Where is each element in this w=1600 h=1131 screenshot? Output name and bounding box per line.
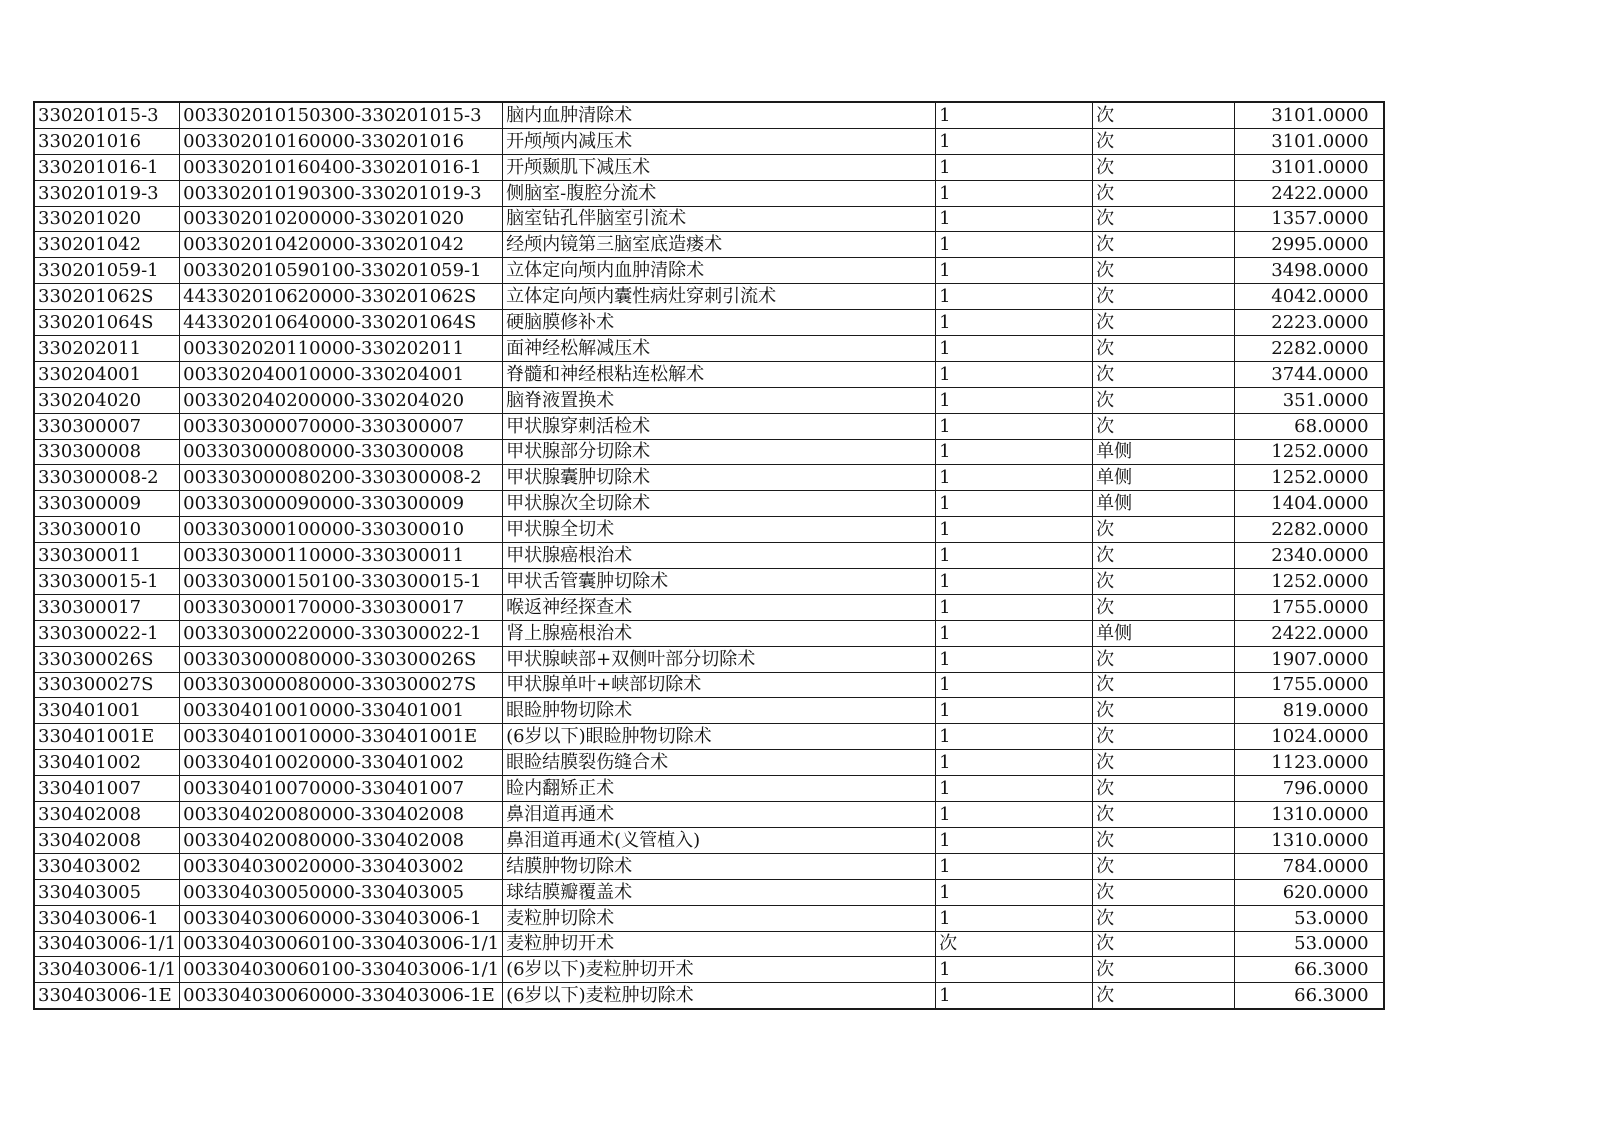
price-cell: 2282.0000 xyxy=(1235,336,1384,362)
unit-cell: 次 xyxy=(1093,776,1235,802)
item-code-cell: 330201020 xyxy=(34,206,180,232)
item-code-cell: 330201062S xyxy=(34,284,180,310)
item-name-cell: 甲状腺穿刺活检术 xyxy=(503,413,936,439)
price-cell: 2422.0000 xyxy=(1235,620,1384,646)
item-name-cell: 立体定向颅内囊性病灶穿刺引流术 xyxy=(503,284,936,310)
quantity-cell: 1 xyxy=(936,413,1093,439)
table-row xyxy=(34,905,1384,931)
price-cell: 66.3000 xyxy=(1235,957,1384,983)
item-code-cell: 330202011 xyxy=(34,336,180,362)
quantity-cell: 1 xyxy=(936,724,1093,750)
unit-cell: 次 xyxy=(1093,387,1235,413)
price-cell: 1024.0000 xyxy=(1235,724,1384,750)
item-name-cell: 甲状腺癌根治术 xyxy=(503,543,936,569)
price-cell: 1252.0000 xyxy=(1235,465,1384,491)
full-code-cell: 003303000080000-330300026S xyxy=(180,646,503,672)
unit-cell: 次 xyxy=(1093,594,1235,620)
unit-cell: 次 xyxy=(1093,853,1235,879)
item-code-cell: 330403006-1 xyxy=(34,905,180,931)
full-code-cell: 003302010160400-330201016-1 xyxy=(180,154,503,180)
item-code-cell: 330402008 xyxy=(34,802,180,828)
item-code-cell: 330300007 xyxy=(34,413,180,439)
full-code-cell: 003304030060100-330403006-1/1 xyxy=(180,957,503,983)
item-code-cell: 330300027S xyxy=(34,672,180,698)
quantity-cell: 1 xyxy=(936,853,1093,879)
table-row xyxy=(34,491,1384,517)
price-cell: 3101.0000 xyxy=(1235,102,1384,128)
unit-cell: 次 xyxy=(1093,361,1235,387)
table-row xyxy=(34,128,1384,154)
full-code-cell: 003303000080000-330300008 xyxy=(180,439,503,465)
price-cell: 3101.0000 xyxy=(1235,128,1384,154)
price-cell: 1755.0000 xyxy=(1235,672,1384,698)
table-row xyxy=(34,827,1384,853)
unit-cell: 次 xyxy=(1093,750,1235,776)
item-name-cell: 鼻泪道再通术(义管植入) xyxy=(503,827,936,853)
item-name-cell: 脑脊液置换术 xyxy=(503,387,936,413)
quantity-cell: 1 xyxy=(936,387,1093,413)
unit-cell: 次 xyxy=(1093,128,1235,154)
table-body xyxy=(34,102,1384,1009)
quantity-cell: 1 xyxy=(936,128,1093,154)
unit-cell: 次 xyxy=(1093,336,1235,362)
item-name-cell: 鼻泪道再通术 xyxy=(503,802,936,828)
item-name-cell: 眼睑结膜裂伤缝合术 xyxy=(503,750,936,776)
item-name-cell: 侧脑室-腹腔分流术 xyxy=(503,180,936,206)
quantity-cell: 1 xyxy=(936,336,1093,362)
quantity-cell: 1 xyxy=(936,465,1093,491)
item-code-cell: 330401002 xyxy=(34,750,180,776)
quantity-cell: 1 xyxy=(936,827,1093,853)
price-cell: 53.0000 xyxy=(1235,931,1384,957)
table-row xyxy=(34,387,1384,413)
item-name-cell: 经颅内镜第三脑室底造瘘术 xyxy=(503,232,936,258)
unit-cell: 单侧 xyxy=(1093,491,1235,517)
item-name-cell: 面神经松解减压术 xyxy=(503,336,936,362)
full-code-cell: 003302010590100-330201059-1 xyxy=(180,258,503,284)
unit-cell: 次 xyxy=(1093,413,1235,439)
full-code-cell: 443302010620000-330201062S xyxy=(180,284,503,310)
quantity-cell: 1 xyxy=(936,750,1093,776)
table-row xyxy=(34,180,1384,206)
item-name-cell: 眼睑肿物切除术 xyxy=(503,698,936,724)
item-code-cell: 330402008 xyxy=(34,827,180,853)
quantity-cell: 1 xyxy=(936,310,1093,336)
price-cell: 784.0000 xyxy=(1235,853,1384,879)
table-row xyxy=(34,413,1384,439)
price-cell: 351.0000 xyxy=(1235,387,1384,413)
full-code-cell: 003303000070000-330300007 xyxy=(180,413,503,439)
table-row xyxy=(34,957,1384,983)
full-code-cell: 003302040200000-330204020 xyxy=(180,387,503,413)
price-cell: 620.0000 xyxy=(1235,879,1384,905)
item-code-cell: 330403002 xyxy=(34,853,180,879)
item-code-cell: 330201019-3 xyxy=(34,180,180,206)
item-code-cell: 330401001E xyxy=(34,724,180,750)
item-name-cell: 甲状腺部分切除术 xyxy=(503,439,936,465)
full-code-cell: 003302010190300-330201019-3 xyxy=(180,180,503,206)
price-cell: 3498.0000 xyxy=(1235,258,1384,284)
quantity-cell: 1 xyxy=(936,776,1093,802)
full-code-cell: 003302010200000-330201020 xyxy=(180,206,503,232)
item-code-cell: 330300011 xyxy=(34,543,180,569)
unit-cell: 次 xyxy=(1093,983,1235,1009)
item-code-cell: 330204020 xyxy=(34,387,180,413)
table-row xyxy=(34,853,1384,879)
unit-cell: 次 xyxy=(1093,180,1235,206)
item-code-cell: 330403006-1E xyxy=(34,983,180,1009)
item-name-cell: 肾上腺癌根治术 xyxy=(503,620,936,646)
item-name-cell: 立体定向颅内血肿清除术 xyxy=(503,258,936,284)
quantity-cell: 1 xyxy=(936,879,1093,905)
item-name-cell: (6岁以下)眼睑肿物切除术 xyxy=(503,724,936,750)
full-code-cell: 003303000150100-330300015-1 xyxy=(180,569,503,595)
full-code-cell: 003303000080200-330300008-2 xyxy=(180,465,503,491)
item-code-cell: 330401007 xyxy=(34,776,180,802)
unit-cell: 次 xyxy=(1093,284,1235,310)
quantity-cell: 1 xyxy=(936,672,1093,698)
quantity-cell: 1 xyxy=(936,439,1093,465)
table-row xyxy=(34,879,1384,905)
table-row xyxy=(34,284,1384,310)
quantity-cell: 1 xyxy=(936,491,1093,517)
price-cell: 1252.0000 xyxy=(1235,439,1384,465)
full-code-cell: 003303000220000-330300022-1 xyxy=(180,620,503,646)
quantity-cell: 1 xyxy=(936,258,1093,284)
price-cell: 1252.0000 xyxy=(1235,569,1384,595)
unit-cell: 次 xyxy=(1093,724,1235,750)
item-name-cell: 甲状腺次全切除术 xyxy=(503,491,936,517)
price-cell: 1755.0000 xyxy=(1235,594,1384,620)
item-name-cell: (6岁以下)麦粒肿切除术 xyxy=(503,983,936,1009)
item-name-cell: 甲状腺囊肿切除术 xyxy=(503,465,936,491)
unit-cell: 次 xyxy=(1093,802,1235,828)
table-row xyxy=(34,517,1384,543)
unit-cell: 次 xyxy=(1093,698,1235,724)
quantity-cell: 1 xyxy=(936,957,1093,983)
item-code-cell: 330201064S xyxy=(34,310,180,336)
table-row xyxy=(34,931,1384,957)
item-name-cell: (6岁以下)麦粒肿切开术 xyxy=(503,957,936,983)
table-row xyxy=(34,102,1384,128)
unit-cell: 次 xyxy=(1093,879,1235,905)
table-row xyxy=(34,646,1384,672)
table-row xyxy=(34,569,1384,595)
quantity-cell: 1 xyxy=(936,646,1093,672)
full-code-cell: 003304030060000-330403006-1E xyxy=(180,983,503,1009)
item-code-cell: 330300009 xyxy=(34,491,180,517)
item-name-cell: 开颅颅内减压术 xyxy=(503,128,936,154)
table-row xyxy=(34,724,1384,750)
price-cell: 796.0000 xyxy=(1235,776,1384,802)
unit-cell: 次 xyxy=(1093,569,1235,595)
unit-cell: 次 xyxy=(1093,232,1235,258)
price-cell: 1123.0000 xyxy=(1235,750,1384,776)
full-code-cell: 443302010640000-330201064S xyxy=(180,310,503,336)
item-code-cell: 330201059-1 xyxy=(34,258,180,284)
price-cell: 1907.0000 xyxy=(1235,646,1384,672)
item-code-cell: 330401001 xyxy=(34,698,180,724)
item-code-cell: 330300026S xyxy=(34,646,180,672)
price-cell: 3744.0000 xyxy=(1235,361,1384,387)
quantity-cell: 1 xyxy=(936,594,1093,620)
item-code-cell: 330403006-1/1 xyxy=(34,931,180,957)
full-code-cell: 003304010010000-330401001E xyxy=(180,724,503,750)
unit-cell: 次 xyxy=(1093,957,1235,983)
price-cell: 2995.0000 xyxy=(1235,232,1384,258)
table-row xyxy=(34,465,1384,491)
table-row xyxy=(34,672,1384,698)
full-code-cell: 003302010420000-330201042 xyxy=(180,232,503,258)
full-code-cell: 003303000090000-330300009 xyxy=(180,491,503,517)
unit-cell: 次 xyxy=(1093,905,1235,931)
unit-cell: 次 xyxy=(1093,154,1235,180)
price-cell: 68.0000 xyxy=(1235,413,1384,439)
item-code-cell: 330201016 xyxy=(34,128,180,154)
quantity-cell: 1 xyxy=(936,517,1093,543)
full-code-cell: 003304010020000-330401002 xyxy=(180,750,503,776)
full-code-cell: 003304020080000-330402008 xyxy=(180,802,503,828)
table-row xyxy=(34,310,1384,336)
full-code-cell: 003303000110000-330300011 xyxy=(180,543,503,569)
table-row xyxy=(34,802,1384,828)
item-code-cell: 330201042 xyxy=(34,232,180,258)
fee-items-table xyxy=(33,101,1385,1010)
quantity-cell: 1 xyxy=(936,543,1093,569)
unit-cell: 次 xyxy=(1093,310,1235,336)
price-cell: 2340.0000 xyxy=(1235,543,1384,569)
item-name-cell: 结膜肿物切除术 xyxy=(503,853,936,879)
table-row xyxy=(34,439,1384,465)
item-code-cell: 330300022-1 xyxy=(34,620,180,646)
item-code-cell: 330403005 xyxy=(34,879,180,905)
price-cell: 1310.0000 xyxy=(1235,827,1384,853)
item-name-cell: 甲状舌管囊肿切除术 xyxy=(503,569,936,595)
full-code-cell: 003303000080000-330300027S xyxy=(180,672,503,698)
quantity-cell: 1 xyxy=(936,180,1093,206)
full-code-cell: 003304030060000-330403006-1 xyxy=(180,905,503,931)
quantity-cell: 1 xyxy=(936,102,1093,128)
quantity-cell: 1 xyxy=(936,232,1093,258)
table-row xyxy=(34,232,1384,258)
unit-cell: 单侧 xyxy=(1093,465,1235,491)
table-row xyxy=(34,336,1384,362)
item-name-cell: 脑内血肿清除术 xyxy=(503,102,936,128)
item-name-cell: 甲状腺峡部+双侧叶部分切除术 xyxy=(503,646,936,672)
table-row xyxy=(34,983,1384,1009)
unit-cell: 次 xyxy=(1093,646,1235,672)
quantity-cell: 1 xyxy=(936,698,1093,724)
quantity-cell: 1 xyxy=(936,361,1093,387)
table-row xyxy=(34,750,1384,776)
full-code-cell: 003303000170000-330300017 xyxy=(180,594,503,620)
unit-cell: 次 xyxy=(1093,517,1235,543)
table-row xyxy=(34,698,1384,724)
item-name-cell: 睑内翻矫正术 xyxy=(503,776,936,802)
full-code-cell: 003304010010000-330401001 xyxy=(180,698,503,724)
price-cell: 3101.0000 xyxy=(1235,154,1384,180)
item-name-cell: 喉返神经探查术 xyxy=(503,594,936,620)
quantity-cell: 1 xyxy=(936,983,1093,1009)
item-name-cell: 甲状腺全切术 xyxy=(503,517,936,543)
full-code-cell: 003304030050000-330403005 xyxy=(180,879,503,905)
table-row xyxy=(34,258,1384,284)
item-code-cell: 330403006-1/1 xyxy=(34,957,180,983)
full-code-cell: 003302040010000-330204001 xyxy=(180,361,503,387)
table-row xyxy=(34,361,1384,387)
item-name-cell: 硬脑膜修补术 xyxy=(503,310,936,336)
unit-cell: 单侧 xyxy=(1093,620,1235,646)
price-cell: 1404.0000 xyxy=(1235,491,1384,517)
item-code-cell: 330300017 xyxy=(34,594,180,620)
quantity-cell: 1 xyxy=(936,284,1093,310)
table-row xyxy=(34,594,1384,620)
unit-cell: 次 xyxy=(1093,827,1235,853)
full-code-cell: 003304010070000-330401007 xyxy=(180,776,503,802)
full-code-cell: 003304020080000-330402008 xyxy=(180,827,503,853)
item-name-cell: 球结膜瓣覆盖术 xyxy=(503,879,936,905)
price-cell: 819.0000 xyxy=(1235,698,1384,724)
quantity-cell: 1 xyxy=(936,905,1093,931)
unit-cell: 次 xyxy=(1093,543,1235,569)
price-cell: 4042.0000 xyxy=(1235,284,1384,310)
price-cell: 2282.0000 xyxy=(1235,517,1384,543)
unit-cell: 次 xyxy=(1093,206,1235,232)
full-code-cell: 003304030020000-330403002 xyxy=(180,853,503,879)
price-cell: 53.0000 xyxy=(1235,905,1384,931)
price-cell: 1357.0000 xyxy=(1235,206,1384,232)
item-name-cell: 甲状腺单叶+峡部切除术 xyxy=(503,672,936,698)
item-name-cell: 脑室钻孔伴脑室引流术 xyxy=(503,206,936,232)
full-code-cell: 003304030060100-330403006-1/1 xyxy=(180,931,503,957)
unit-cell: 次 xyxy=(1093,258,1235,284)
item-code-cell: 330300008 xyxy=(34,439,180,465)
full-code-cell: 003302010150300-330201015-3 xyxy=(180,102,503,128)
item-name-cell: 麦粒肿切除术 xyxy=(503,905,936,931)
item-name-cell: 脊髓和神经根粘连松解术 xyxy=(503,361,936,387)
table-row xyxy=(34,543,1384,569)
quantity-cell: 1 xyxy=(936,802,1093,828)
item-code-cell: 330201015-3 xyxy=(34,102,180,128)
price-cell: 66.3000 xyxy=(1235,983,1384,1009)
price-cell: 2223.0000 xyxy=(1235,310,1384,336)
unit-cell: 次 xyxy=(1093,672,1235,698)
quantity-cell: 1 xyxy=(936,569,1093,595)
item-code-cell: 330300015-1 xyxy=(34,569,180,595)
full-code-cell: 003303000100000-330300010 xyxy=(180,517,503,543)
unit-cell: 单侧 xyxy=(1093,439,1235,465)
table-row xyxy=(34,206,1384,232)
price-cell: 2422.0000 xyxy=(1235,180,1384,206)
table-row xyxy=(34,620,1384,646)
item-code-cell: 330300010 xyxy=(34,517,180,543)
table-row xyxy=(34,154,1384,180)
item-code-cell: 330201016-1 xyxy=(34,154,180,180)
quantity-cell: 1 xyxy=(936,620,1093,646)
unit-cell: 次 xyxy=(1093,931,1235,957)
quantity-cell: 次 xyxy=(936,931,1093,957)
item-code-cell: 330300008-2 xyxy=(34,465,180,491)
full-code-cell: 003302020110000-330202011 xyxy=(180,336,503,362)
unit-cell: 次 xyxy=(1093,102,1235,128)
item-code-cell: 330204001 xyxy=(34,361,180,387)
quantity-cell: 1 xyxy=(936,206,1093,232)
table-row xyxy=(34,776,1384,802)
item-name-cell: 开颅颞肌下减压术 xyxy=(503,154,936,180)
quantity-cell: 1 xyxy=(936,154,1093,180)
full-code-cell: 003302010160000-330201016 xyxy=(180,128,503,154)
price-cell: 1310.0000 xyxy=(1235,802,1384,828)
item-name-cell: 麦粒肿切开术 xyxy=(503,931,936,957)
